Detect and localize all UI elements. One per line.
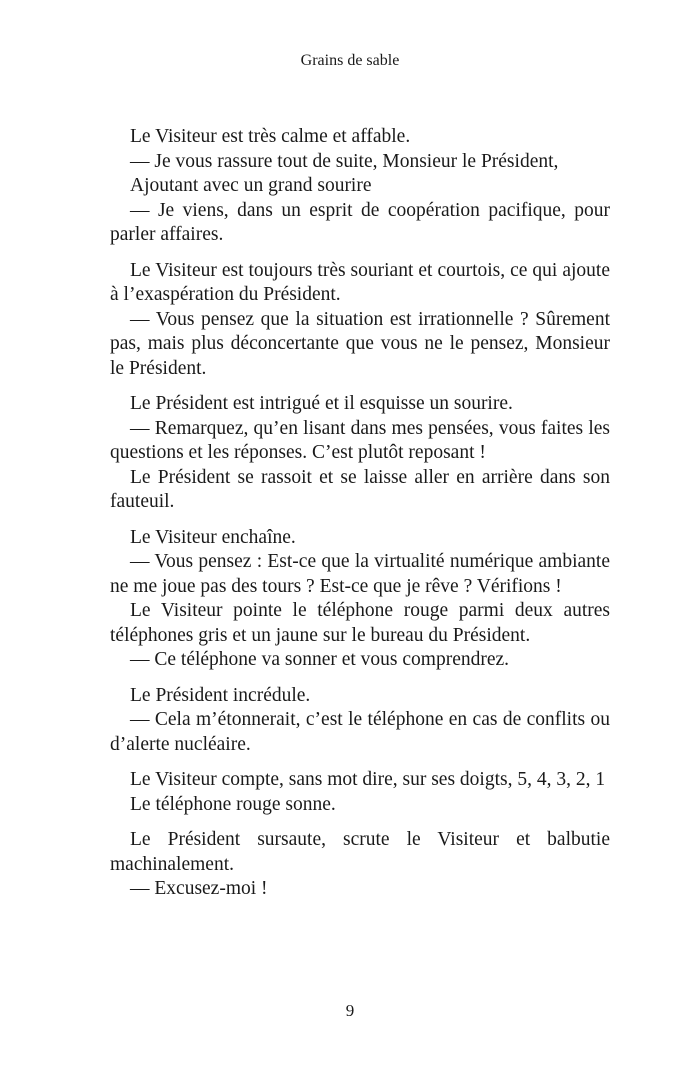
paragraph: Le Visiteur est très calme et affable. [130, 126, 411, 147]
paragraph: — Je vous rassure tout de suite, Monsieur le Président, [130, 150, 559, 172]
page-body [110, 125, 610, 913]
text-block [110, 768, 610, 817]
text-block [110, 259, 610, 382]
paragraph: — Remarquez, qu’en lisant dans mes pensées, vous faites les questions et les réponses. C’est plutôt reposant ! [110, 417, 610, 463]
paragraph: Le Président se rassoit et se laisse aller en arrière dans son fauteuil. [110, 466, 610, 512]
text-block [110, 684, 610, 758]
paragraph: Le Président sursaute, scrute le Visiteur et balbutie machinalement. [110, 829, 610, 875]
paragraph: Le Visiteur compte, sans mot dire, sur ses doigts, 5, 4, 3, 2, 1 [130, 769, 606, 790]
text-block [110, 125, 610, 248]
paragraph: Le Visiteur pointe le téléphone rouge parmi deux autres téléphones gris et un jaune sur le bureau du Président. [110, 600, 610, 646]
paragraph: Ajoutant avec un grand sourire [130, 175, 372, 196]
paragraph: Le téléphone rouge sonne. [130, 793, 336, 815]
paragraph: — Vous pensez : Est-ce que la virtualité numérique ambiante ne me joue pas des tours ? Est-ce que je rêve ? Vérifions ! [110, 551, 610, 597]
paragraph: Le Visiteur enchaîne. [130, 526, 296, 548]
paragraph: — Excusez-moi ! [130, 878, 268, 899]
paragraph: — Je viens, dans un esprit de coopération pacifique, pour parler affaires. [110, 199, 610, 245]
paragraph: Le Président incrédule. [130, 684, 311, 706]
paragraph: Le Président est intrigué et il esquisse un sourire. [130, 393, 513, 414]
text-block [110, 828, 610, 902]
page-number: 9 [345, 1001, 355, 1020]
paragraph: — Ce téléphone va sonner et vous comprendrez. [130, 649, 510, 670]
running-head: Grains de sable [300, 52, 400, 69]
text-block [110, 526, 610, 673]
text-block [110, 392, 610, 515]
paragraph: — Cela m’étonnerait, c’est le téléphone en cas de conflits ou d’alerte nucléaire. [110, 709, 610, 755]
paragraph: — Vous pensez que la situation est irrationnelle ? Sûrement pas, mais plus déconcertante que vous ne le pensez, Monsieur le Président. [110, 308, 610, 379]
paragraph: Le Visiteur est toujours très souriant et courtois, ce qui ajoute à l’exaspération du Président. [110, 259, 610, 305]
